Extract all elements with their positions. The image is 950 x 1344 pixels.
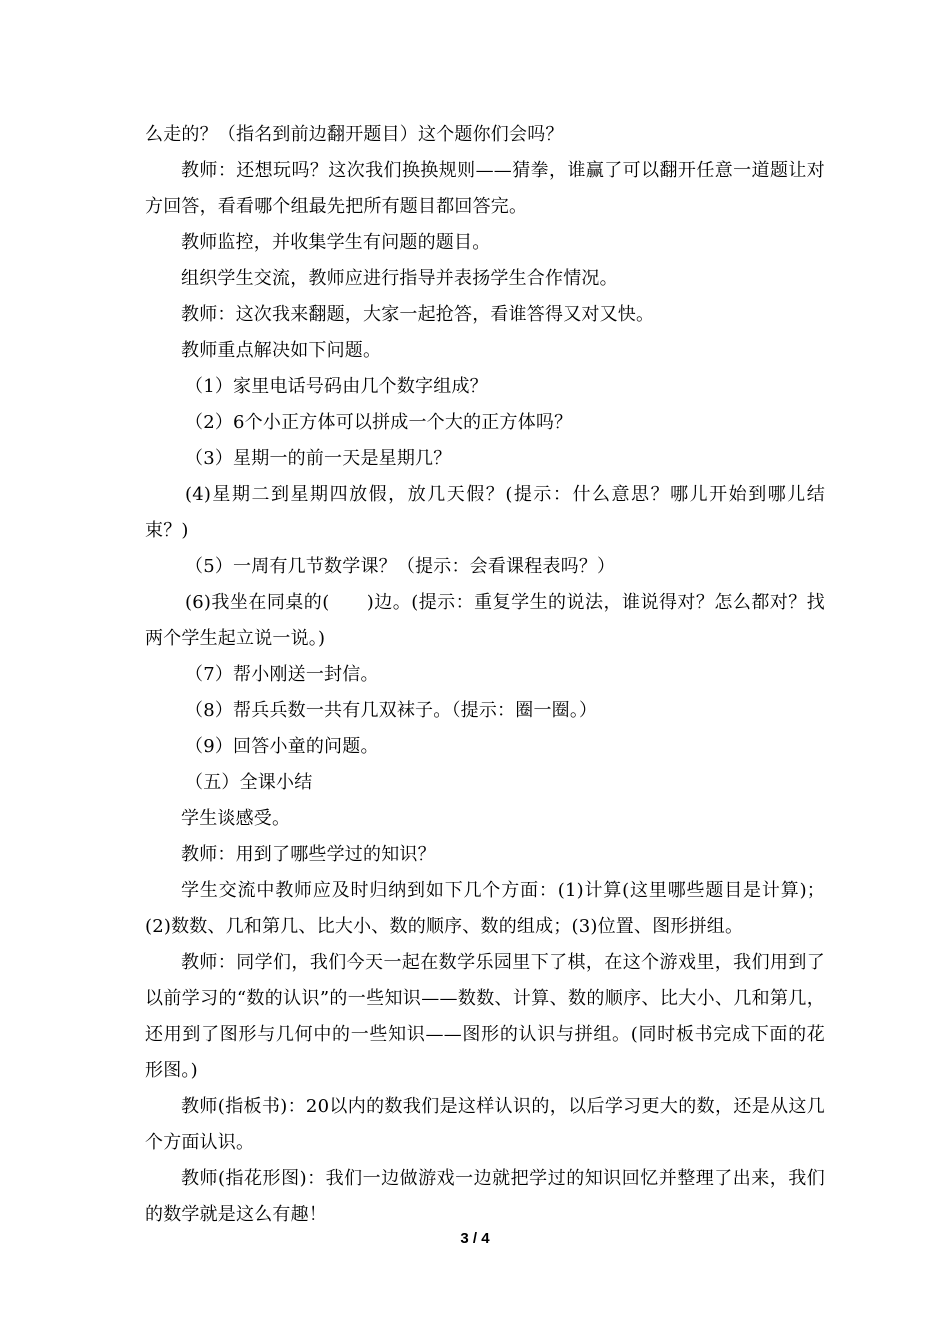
paragraph-6: 教师重点解决如下问题。 (181, 340, 382, 361)
paragraph-22: 教师(指花形图)：我们一边做游戏一边就把学过的知识回忆并整理了出来，我们的数学就是这么有趣！ (145, 1168, 825, 1225)
page-number: 3 / 4 (460, 1230, 490, 1247)
paragraph-1: 么走的？（指名到前边翻开题目）这个题你们会吗？ (145, 124, 564, 145)
paragraph-19: 学生交流中教师应及时归纳到如下几个方面：(1)计算(这里哪些题目是计算)；(2)数数、几和第几、比大小、数的顺序、数的组成；(3)位置、图形拼组。 (145, 880, 825, 937)
paragraph-3: 教师监控，并收集学生有问题的题目。 (181, 232, 491, 253)
paragraph-2: 教师：还想玩吗？这次我们换换规则——猜拳，谁赢了可以翻开任意一道题让对方回答，看看哪个组最先把所有题目都回答完。 (145, 160, 825, 217)
question-8: （8）帮兵兵数一共有几双袜子。（提示：圈一圈。） (185, 700, 598, 721)
paragraph-4: 组织学生交流，教师应进行指导并表扬学生合作情况。 (181, 268, 618, 289)
paragraph-21: 教师(指板书)：20以内的数我们是这样认识的，以后学习更大的数，还是从这几个方面认识。 (145, 1096, 825, 1153)
question-9: （9）回答小童的问题。 (185, 736, 379, 757)
paragraph-17: 学生谈感受。 (181, 808, 291, 829)
question-5: （5）一周有几节数学课？（提示：会看课程表吗？） (185, 556, 616, 577)
question-6: (6)我坐在同桌的( )边。(提示：重复学生的说法，谁说得对？怎么都对？找两个学生起立说一说。) (145, 592, 825, 649)
question-1: （1）家里电话号码由几个数字组成？ (185, 376, 488, 397)
question-4: (4)星期二到星期四放假，放几天假？(提示：什么意思？哪儿开始到哪儿结束？) (145, 484, 825, 541)
paragraph-5: 教师：这次我来翻题，大家一起抢答，看谁答得又对又快。 (181, 304, 655, 325)
section-heading: （五）全课小结 (185, 772, 313, 793)
paragraph-18: 教师：用到了哪些学过的知识？ (181, 844, 436, 865)
document-body (145, 117, 825, 1233)
question-2: （2）6个小正方体可以拼成一个大的正方体吗？ (185, 412, 573, 433)
question-7: （7）帮小刚送一封信。 (185, 664, 379, 685)
paragraph-20: 教师：同学们，我们今天一起在数学乐园里下了棋，在这个游戏里，我们用到了以前学习的“数的认识”的一些知识——数数、计算、数的顺序、比大小、几和第几，还用到了图形与几何中的一些知识——图形的认识与拼组。(同时板书完成下面的花形图。) (145, 952, 825, 1081)
question-3: （3）星期一的前一天是星期几？ (185, 448, 452, 469)
